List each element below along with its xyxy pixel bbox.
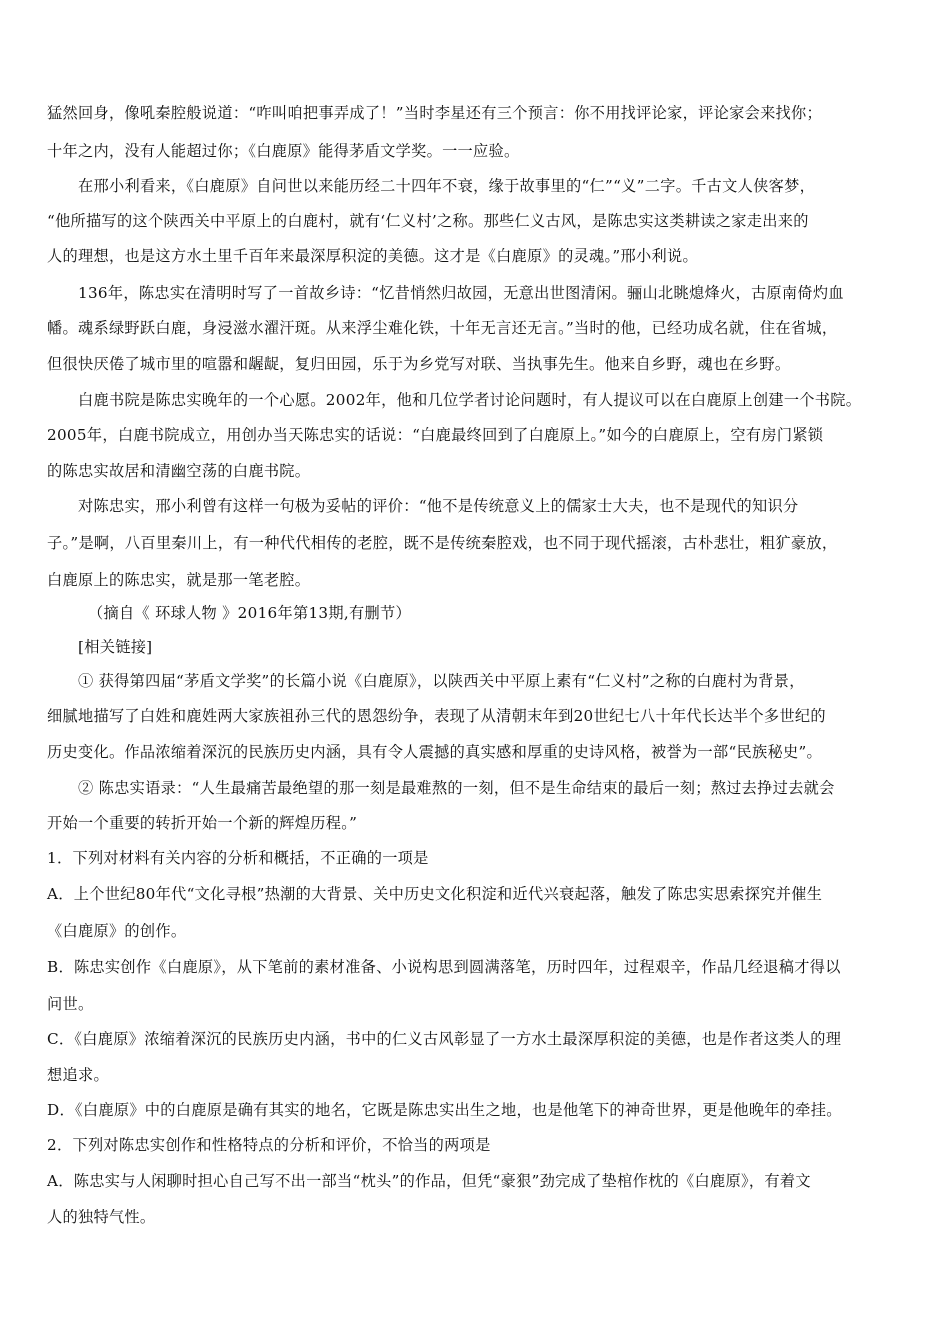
- question-stem: 2．下列对陈忠实创作和性格特点的分析和评价，不恰当的两项是: [47, 1136, 491, 1154]
- answer-option: A．上个世纪80年代“文化寻根”热潮的大背景、关中历史文化积淀和近代兴衰起落，触发了陈忠实思索探究并催生: [47, 885, 823, 903]
- paragraph-line: 的陈忠实故居和清幽空荡的白鹿书院。: [47, 462, 311, 480]
- paragraph-line: 猛然回身，像吼秦腔般说道：“咋叫咱把事弄成了！”当时李星还有三个预言：你不用找评论家，评论家会来找你；: [47, 104, 823, 122]
- source-citation: （摘自《 环球人物 》2016年第13期,有删节）: [88, 604, 411, 622]
- paragraph-line: 在邢小利看来，《白鹿原》自问世以来能历经二十四年不衰，缘于故事里的“仁”“义”二字。千古文人侠客梦，: [78, 177, 816, 195]
- answer-option: B．陈忠实创作《白鹿原》，从下笔前的素材准备、小说构思到圆满落笔，历时四年，过程艰辛，作品几经退稿才得以: [47, 958, 841, 976]
- paragraph-line: ② 陈忠实语录：“人生最痛苦最绝望的那一刻是最难熬的一刻，但不是生命结束的最后一刻；熬过去挣过去就会: [78, 779, 835, 797]
- paragraph-line: 子。”是啊，八百里秦川上，有一种代代相传的老腔，既不是传统秦腔戏，也不同于现代摇滚，古朴悲壮，粗犷豪放，: [47, 534, 838, 552]
- answer-option: A．陈忠实与人闲聊时担心自己写不出一部当“枕头”的作品，但凭“豪狠”劲完成了垫棺作枕的《白鹿原》，有着文: [47, 1172, 811, 1190]
- paragraph-line: 细腻地描写了白姓和鹿姓两大家族祖孙三代的恩怨纷争，表现了从清朝末年到20世纪七八十年代长达半个多世纪的: [47, 707, 826, 725]
- answer-option: D．《白鹿原》中的白鹿原是确有其实的地名，它既是陈忠实出生之地，也是他笔下的神奇世界，更是他晚年的牵挂。: [47, 1101, 842, 1119]
- paragraph-line: 幡。魂系绿野跃白鹿，身浸滋水濯汗斑。从来浮尘难化铁，十年无言还无言。”当时的他，已经功成名就，住在省城，: [47, 319, 838, 337]
- paragraph-line: 136年，陈忠实在清明时写了一首故乡诗：“忆昔悄然归故园，无意出世图清闲。骊山北眺熄烽火，古原南倚灼血: [78, 284, 844, 302]
- paragraph-line: ① 获得第四届“茅盾文学奖”的长篇小说《白鹿原》，以陕西关中平原上素有“仁义村”之称的白鹿村为背景，: [78, 672, 805, 690]
- answer-option: 想追求。: [47, 1066, 109, 1084]
- answer-option: C．《白鹿原》浓缩着深沉的民族历史内涵，书中的仁义古风彰显了一方水土最深厚积淀的美德，也是作者这类人的理: [47, 1030, 842, 1048]
- paragraph-line: 人的理想，也是这方水土里千百年来最深厚积淀的美德。这才是《白鹿原》的灵魂。”邢小利说。: [47, 247, 698, 265]
- paragraph-line: 白鹿书院是陈忠实晚年的一个心愿。2002年，他和几位学者讨论问题时，有人提议可以在白鹿原上创建一个书院。: [78, 391, 862, 409]
- answer-option: 《白鹿原》的创作。: [47, 922, 187, 940]
- paragraph-line: 历史变化。作品浓缩着深沉的民族历史内涵，具有令人震撼的真实感和厚重的史诗风格，被誉为一部“民族秘史”。: [47, 743, 823, 761]
- answer-option: 人的独特气性。: [47, 1208, 156, 1226]
- paragraph-line: 十年之内，没有人能超过你；《白鹿原》能得茅盾文学奖。一一应验。: [47, 142, 520, 160]
- paragraph-line: 开始一个重要的转折开始一个新的辉煌历程。”: [47, 814, 358, 832]
- paragraph-line: 但很快厌倦了城市里的喧嚣和龌龊，复归田园，乐于为乡党写对联、当执事先生。他来自乡野，魂也在乡野。: [47, 355, 791, 373]
- answer-option: 问世。: [47, 995, 94, 1013]
- paragraph-line: “他所描写的这个陕西关中平原上的白鹿村，就有‘仁义村’之称。那些仁义古风，是陈忠实这类耕读之家走出来的: [47, 212, 809, 230]
- section-heading: [相关链接]: [78, 638, 153, 656]
- paragraph-line: 白鹿原上的陈忠实，就是那一笔老腔。: [47, 571, 311, 589]
- question-stem: 1．下列对材料有关内容的分析和概括，不正确的一项是: [47, 849, 429, 867]
- paragraph-line: 2005年，白鹿书院成立，用创办当天陈忠实的话说：“白鹿最终回到了白鹿原上。”如今的白鹿原上，空有房门紧锁: [47, 426, 824, 444]
- paragraph-line: 对陈忠实，邢小利曾有这样一句极为妥帖的评价：“他不是传统意义上的儒家士大夫，也不是现代的知识分: [78, 497, 799, 515]
